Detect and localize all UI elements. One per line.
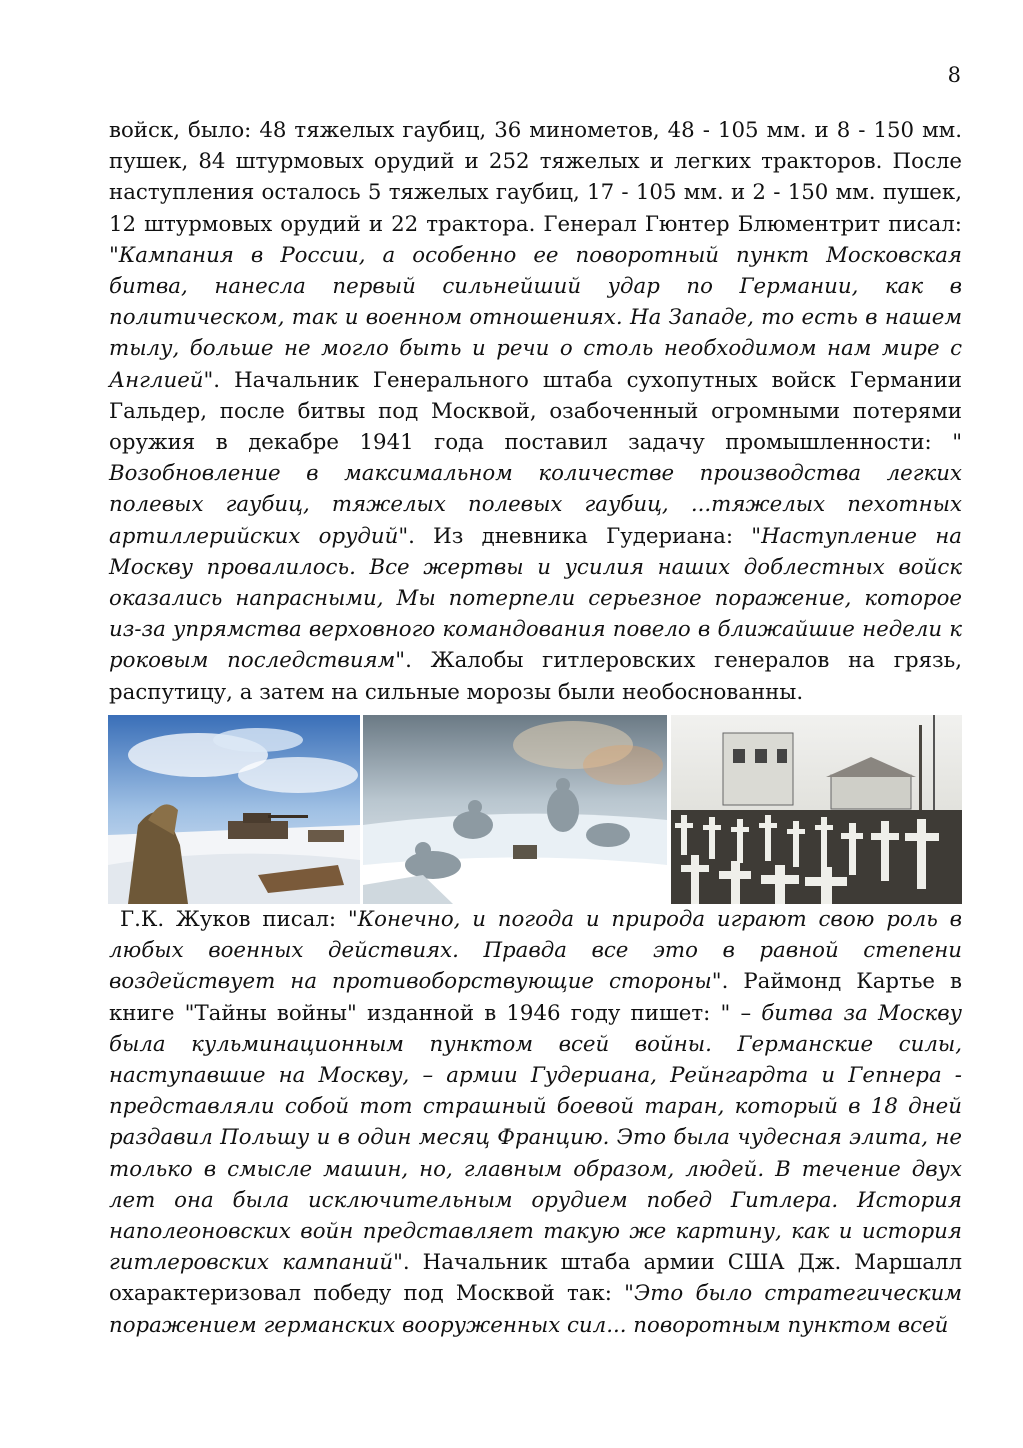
soldiers-in-snow-image	[363, 715, 667, 904]
paragraph-before-images	[109, 115, 962, 708]
text-run: ". Начальник Генерального штаба сухопутных войск Германии Гальдер, после битвы под Москвой, озабоченный огромными потерями оружия в декабре 1941 года поставил задачу промышленности: "	[109, 367, 962, 456]
text-run: Г.К. Жуков писал: "	[120, 907, 358, 932]
quote-halder: Возобновление в максимальном количестве производства легких полевых гаубиц, тяжелых полевых гаубиц, ...тяжелых пехотных артиллерийских орудий	[109, 461, 962, 549]
military-cemetery-crosses-image	[671, 715, 962, 904]
winter-battle-tanks-image	[108, 715, 360, 904]
text-run: войск, было: 48 тяжелых гаубиц, 36 минометов, 48 - 105 мм. и 8 - 150 мм. пушек, 84 штурмовых орудий и 252 тяжелых и легких тракторов. После наступления осталось 5 тяжелых гаубиц, 17 - 105 мм. и 2 - 150 мм. пушек, 12 штурмовых орудий и 22 трактора. Генерал Гюнтер Блюментрит писал: "	[109, 118, 962, 268]
quote-zhukov: Конечно, и погода и природа играют свою роль в любых военных действиях. Правда все это в равной степени воздействует на противоборствующие стороны	[109, 907, 963, 995]
text-run: ". Начальник штаба армии США Дж. Маршалл охарактеризовал победу под Москвой так: "	[109, 1250, 962, 1307]
page-number: 8	[947, 63, 961, 87]
text-run: ". Раймонд Картье в книге "Тайны войны" изданной в 1946 году пишет: " –	[109, 969, 962, 1026]
image-strip	[108, 715, 962, 904]
quote-blumentritt: Кампания в России, а особенно ее поворотный пункт Московская битва, нанесла первый сильнейший удар по Германии, как в политическом, так и военном отношениях. На Западе, то есть в нашем тылу, больше не могло быть и речи о столь необходимом нам мире с Англией	[109, 242, 962, 393]
paragraph-after-images	[109, 904, 962, 1341]
quote-carter: битва за Москву была кульминационным пунктом всей войны. Германские силы, наступавшие на Москву, – армии Гудериана, Рейнгардта и Гепнера - представляли собой тот страшный боевой таран, который в 18 дней раздавил Польшу и в один месяц Францию. Это была чудесная элита, не только в смысле машин, но, главным образом, людей. В течение двух лет она была исключительным орудием побед Гитлера. История наполеоновских войн представляет такую же картину, как и история гитлеровских кампаний	[109, 1000, 962, 1276]
quote-marshall: Это было стратегическим поражением германских вооруженных сил... поворотным пунктом всей	[109, 1281, 962, 1338]
text-run: ". Из дневника Гудериана: "	[398, 523, 762, 549]
text-run: ". Жалобы гитлеровских генералов на грязь, распутицу, а затем на сильные морозы были необоснованны.	[109, 648, 962, 705]
quote-guderian: Наступление на Москву провалилось. Все жертвы и усилия наших доблестных войск оказались напрасными, Мы потерпели серьезное поражение, которое из-за упрямства верховного командования повело в ближайшие недели к роковым последствиям	[109, 523, 962, 674]
